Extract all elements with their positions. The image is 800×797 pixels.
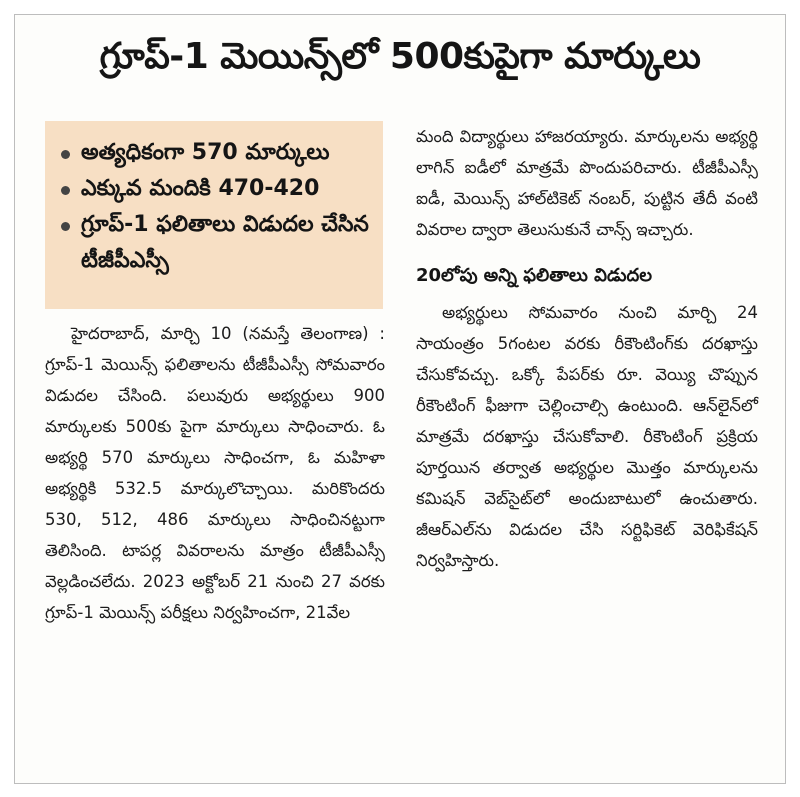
highlight-text: ఎక్కువ మందికి 470-420 bbox=[81, 176, 320, 201]
highlight-item bbox=[59, 171, 373, 207]
bullet-icon bbox=[61, 222, 70, 231]
bullet-icon bbox=[61, 150, 70, 159]
highlights-list bbox=[59, 135, 373, 279]
article-headline: గ్రూప్-1 మెయిన్స్‌లో 500కుపైగా మార్కులు bbox=[99, 36, 701, 77]
article-subheading: 20లోపు అన్ని ఫలితాలు విడుదల bbox=[416, 265, 652, 286]
left-column bbox=[45, 318, 385, 628]
body-paragraph-continued: మంది విద్యార్థులు హాజరయ్యారు. మార్కులను అభ్యర్థి లాగిన్ ఐడీలో మాత్రమే పొందుపరిచారు. టీజీపీఎస్సీ ఐడీ, మెయిన్స్ హాల్‌టికెట్ నంబర్, పుట్టిన తేదీ వంటి వివరాల ద్వారా తెలుసుకునే చాన్స్ ఇచ్చారు. bbox=[416, 127, 758, 239]
bullet-icon bbox=[61, 186, 70, 195]
highlights-box bbox=[45, 121, 383, 309]
body-paragraph: అభ్యర్థులు సోమవారం నుంచి మార్చి 24 సాయంత్రం 5గంటల వరకు రీకౌంటింగ్‌కు దరఖాస్తు చేసుకోవచ్చు. ఒక్కో పేపర్‌కు రూ. వెయ్యి చొప్పున రీకౌంటింగ్ ఫీజుగా చెల్లించాల్సి ఉంటుంది. ఆన్‌లైన్‌లో మాత్రమే దరఖాస్తు చేసుకోవాలి. రీకౌంటింగ్ ప్రక్రియ పూర్తయిన తర్వాత అభ్యర్థుల మొత్తం మార్కులను కమిషన్ వెబ్‌సైట్‌లో అందుబాటులో ఉంచుతారు. జీఆర్‌ఎల్‌ను విడుదల చేసి సర్టిఫికెట్ వెరిఫికేషన్ నిర్వహిస్తారు. bbox=[416, 303, 758, 570]
body-paragraph: హైదరాబాద్, మార్చి 10 (నమస్తే తెలంగాణ) : గ్రూప్-1 మెయిన్స్ ఫలితాలను టీజీపీఎస్సీ సోమవారం విడుదల చేసింది. పలువురు అభ్యర్థులు 900 మార్కులకు 500కు పైగా మార్కులు సాధించారు. ఓ అభ్యర్థి 570 మార్కులు సాధించగా, ఓ మహిళా అభ్యర్థికి 532.5 మార్కులొచ్చాయి. మరికొందరు 530, 512, 486 మార్కులు సాధించినట్టుగా తెలిసింది. టాపర్ల వివరాలను మాత్రం టీజీపీఎస్సీ వెల్లడించలేదు. 2023 అక్టోబర్ 21 నుంచి 27 వరకు గ్రూప్-1 మెయిన్స్ పరీక్షలు నిర్వహించగా, 21వేల bbox=[45, 324, 385, 622]
highlight-item bbox=[59, 207, 373, 279]
right-column bbox=[416, 121, 758, 576]
highlight-text: గ్రూప్-1 ఫలితాలు విడుదల చేసిన టీజీపీఎస్సీ bbox=[81, 212, 369, 273]
highlight-text: అత్యధికంగా 570 మార్కులు bbox=[81, 140, 330, 165]
highlight-item bbox=[59, 135, 373, 171]
